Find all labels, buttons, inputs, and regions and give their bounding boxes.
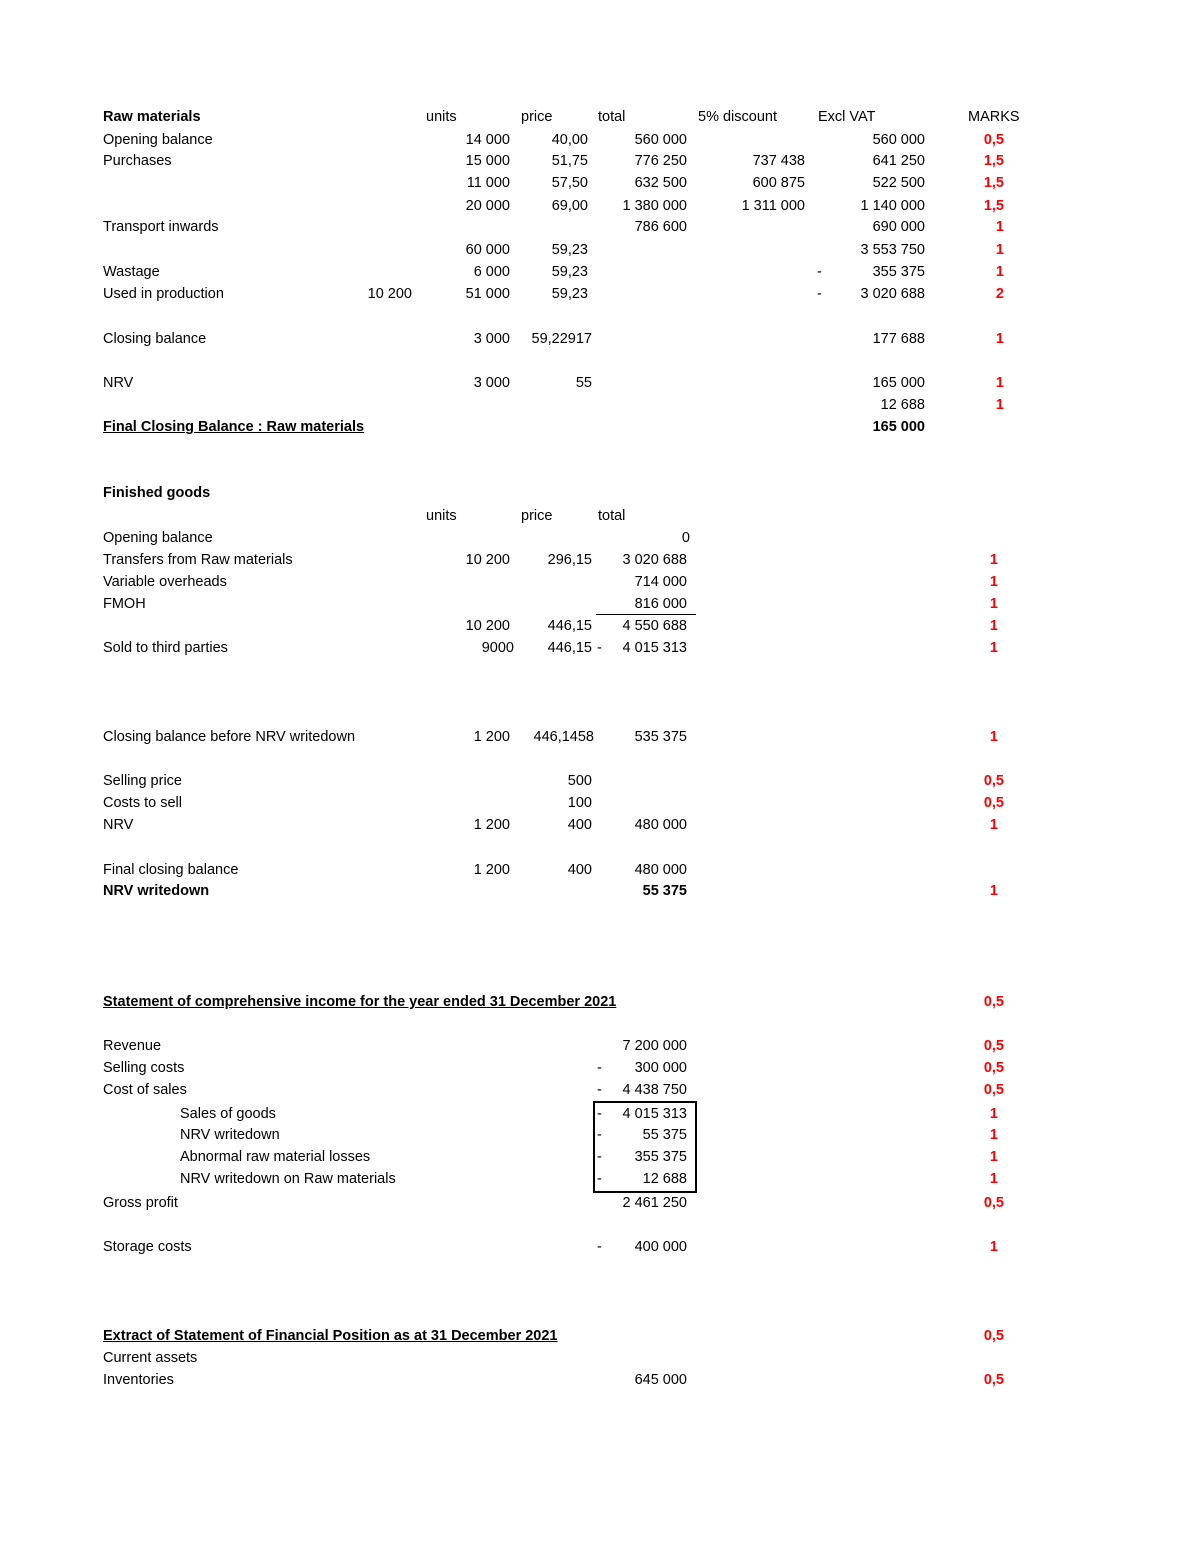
row-label: Revenue <box>103 1038 162 1054</box>
marks-value: 1 <box>989 1127 998 1143</box>
marks-value: 1 <box>989 552 998 568</box>
marks-value: 2 <box>995 286 1004 302</box>
total-value: 4 015 313 <box>622 640 687 656</box>
price-value: 59,23 <box>551 242 588 258</box>
excl-vat-value: 522 500 <box>872 175 925 191</box>
minus-sign: - <box>597 1239 602 1255</box>
nrv-writedown-label: NRV writedown <box>103 883 210 899</box>
marks-value: 0,5 <box>983 773 1004 789</box>
row-label: FMOH <box>103 596 146 612</box>
price-value: 51,75 <box>551 153 588 169</box>
excl-vat-value: 355 375 <box>872 264 925 280</box>
row-label: NRV <box>103 817 134 833</box>
total-value: 632 500 <box>634 175 687 191</box>
units-value: 15 000 <box>465 153 510 169</box>
marks-value: 1 <box>989 1171 998 1187</box>
minus-sign: - <box>597 640 602 656</box>
total-value: 55 375 <box>642 1127 687 1143</box>
units-value: 14 000 <box>465 132 510 148</box>
total-value: 816 000 <box>634 596 687 612</box>
col-header-units: units <box>426 508 457 524</box>
total-value: 480 000 <box>634 862 687 878</box>
subtotal-rule <box>596 614 696 615</box>
marks-value: 0,5 <box>983 795 1004 811</box>
price-value: 400 <box>567 817 592 833</box>
row-label: Closing balance before NRV writedown <box>103 729 356 745</box>
marks-value: 1 <box>995 242 1004 258</box>
row-label: Inventories <box>103 1372 174 1388</box>
excl-vat-value: 12 688 <box>880 397 925 413</box>
row-label: Used in production <box>103 286 224 302</box>
row-label: Abnormal raw material losses <box>180 1149 371 1165</box>
excl-vat-value: 177 688 <box>872 331 925 347</box>
total-value: 7 200 000 <box>622 1038 687 1054</box>
total-value: 300 000 <box>634 1060 687 1076</box>
minus-sign: - <box>817 286 822 302</box>
section-title: Raw materials <box>103 109 201 125</box>
marks-value: 1 <box>989 1106 998 1122</box>
row-label: NRV <box>103 375 134 391</box>
price-value: 59,23 <box>551 264 588 280</box>
extra-units-value: 10 200 <box>367 286 412 302</box>
row-label: Storage costs <box>103 1239 192 1255</box>
row-label: Selling price <box>103 773 182 789</box>
price-value: 446,15 <box>547 618 592 634</box>
marks-value: 1,5 <box>983 198 1004 214</box>
units-value: 1 200 <box>473 817 510 833</box>
units-value: 11 000 <box>466 175 510 191</box>
row-label: Sales of goods <box>180 1106 276 1122</box>
price-value: 59,22917 <box>531 331 592 347</box>
total-value: 714 000 <box>634 574 687 590</box>
final-closing-balance-value: 165 000 <box>872 419 925 435</box>
marks-value: 1 <box>989 596 998 612</box>
marks-value: 0,5 <box>983 1038 1004 1054</box>
section-title: Finished goods <box>103 485 211 501</box>
marks-value: 0,5 <box>983 1082 1004 1098</box>
marks-value: 0,5 <box>983 1328 1004 1344</box>
marks-value: 1 <box>995 331 1004 347</box>
price-value: 57,50 <box>551 175 588 191</box>
col-header-marks: MARKS <box>968 109 1020 125</box>
price-value: 446,15 <box>547 640 592 656</box>
marks-value: 0,5 <box>983 132 1004 148</box>
total-value: 786 600 <box>634 219 687 235</box>
nrv-writedown-value: 55 375 <box>642 883 687 899</box>
marks-value: 1 <box>989 883 998 899</box>
marks-value: 0,5 <box>983 994 1004 1010</box>
discount-value: 600 875 <box>752 175 805 191</box>
minus-sign: - <box>597 1060 602 1076</box>
price-value: 446,1458 <box>533 729 594 745</box>
total-value: 776 250 <box>634 153 687 169</box>
row-label: Closing balance <box>103 331 207 347</box>
marks-value: 0,5 <box>983 1060 1004 1076</box>
marks-value: 1 <box>989 618 998 634</box>
row-label: Costs to sell <box>103 795 182 811</box>
price-value: 100 <box>567 795 592 811</box>
units-value: 60 000 <box>465 242 510 258</box>
row-label: Variable overheads <box>103 574 227 590</box>
price-value: 400 <box>567 862 592 878</box>
total-value: 12 688 <box>642 1171 687 1187</box>
total-value: 535 375 <box>634 729 687 745</box>
marks-value: 1 <box>989 574 998 590</box>
minus-sign: - <box>597 1171 602 1187</box>
total-value: 645 000 <box>634 1372 687 1388</box>
minus-sign: - <box>597 1127 602 1143</box>
marks-value: 1 <box>995 264 1004 280</box>
minus-sign: - <box>597 1106 602 1122</box>
row-label: Transfers from Raw materials <box>103 552 293 568</box>
units-value: 1 200 <box>473 729 510 745</box>
excl-vat-value: 3 553 750 <box>860 242 925 258</box>
row-label: Wastage <box>103 264 160 280</box>
discount-value: 1 311 000 <box>741 198 805 214</box>
units-value: 51 000 <box>465 286 510 302</box>
total-value: 1 380 000 <box>622 198 687 214</box>
units-value: 9000 <box>481 640 514 656</box>
excl-vat-value: 1 140 000 <box>860 198 925 214</box>
marks-value: 1 <box>995 219 1004 235</box>
excl-vat-value: 690 000 <box>872 219 925 235</box>
row-label: Opening balance <box>103 530 213 546</box>
row-label: Selling costs <box>103 1060 185 1076</box>
excl-vat-value: 3 020 688 <box>860 286 925 302</box>
marks-value: 1 <box>989 1149 998 1165</box>
minus-sign: - <box>597 1149 602 1165</box>
final-closing-balance-label: Final Closing Balance : Raw materials <box>103 419 365 435</box>
units-value: 10 200 <box>465 618 510 634</box>
col-header-total: total <box>598 508 626 524</box>
price-value: 296,15 <box>547 552 592 568</box>
statement-title: Extract of Statement of Financial Position as at 31 December 2021 <box>103 1328 558 1344</box>
total-value: 355 375 <box>634 1149 687 1165</box>
marks-value: 1 <box>989 729 998 745</box>
row-label: Cost of sales <box>103 1082 187 1098</box>
excl-vat-value: 165 000 <box>872 375 925 391</box>
units-value: 3 000 <box>473 375 510 391</box>
price-value: 59,23 <box>551 286 588 302</box>
marks-value: 1 <box>995 397 1004 413</box>
marks-value: 1 <box>995 375 1004 391</box>
col-header-excl-vat: Excl VAT <box>818 109 876 125</box>
row-label: Gross profit <box>103 1195 178 1211</box>
excl-vat-value: 560 000 <box>872 132 925 148</box>
col-header-total: total <box>598 109 626 125</box>
statement-title: Statement of comprehensive income for the year ended 31 December 2021 <box>103 994 617 1010</box>
total-value: 4 550 688 <box>622 618 687 634</box>
col-header-price: price <box>521 508 553 524</box>
marks-value: 1,5 <box>983 153 1004 169</box>
col-header-price: price <box>521 109 553 125</box>
row-label: NRV writedown <box>180 1127 280 1143</box>
total-value: 480 000 <box>634 817 687 833</box>
total-value: 560 000 <box>634 132 687 148</box>
col-header-units: units <box>426 109 457 125</box>
row-label: Current assets <box>103 1350 198 1366</box>
price-value: 40,00 <box>551 132 588 148</box>
col-header-discount: 5% discount <box>698 109 777 125</box>
minus-sign: - <box>817 264 822 280</box>
units-value: 10 200 <box>465 552 510 568</box>
row-label: Sold to third parties <box>103 640 228 656</box>
total-value: 2 461 250 <box>622 1195 687 1211</box>
row-label: Purchases <box>103 153 172 169</box>
price-value: 55 <box>575 375 592 391</box>
total-value: 3 020 688 <box>622 552 687 568</box>
units-value: 20 000 <box>465 198 510 214</box>
excl-vat-value: 641 250 <box>872 153 925 169</box>
marks-value: 0,5 <box>983 1195 1004 1211</box>
row-label: Final closing balance <box>103 862 239 878</box>
marks-value: 0,5 <box>983 1372 1004 1388</box>
minus-sign: - <box>597 1082 602 1098</box>
marks-value: 1 <box>989 1239 998 1255</box>
total-value: 0 <box>681 530 690 546</box>
total-value: 4 438 750 <box>622 1082 687 1098</box>
marks-value: 1 <box>989 640 998 656</box>
marks-value: 1,5 <box>983 175 1004 191</box>
units-value: 1 200 <box>473 862 510 878</box>
row-label: Opening balance <box>103 132 213 148</box>
units-value: 6 000 <box>473 264 510 280</box>
marks-value: 1 <box>989 817 998 833</box>
total-value: 4 015 313 <box>622 1106 687 1122</box>
price-value: 69,00 <box>551 198 588 214</box>
total-value: 400 000 <box>634 1239 687 1255</box>
row-label: Transport inwards <box>103 219 219 235</box>
units-value: 3 000 <box>473 331 510 347</box>
row-label: NRV writedown on Raw materials <box>180 1171 396 1187</box>
discount-value: 737 438 <box>752 153 805 169</box>
price-value: 500 <box>567 773 592 789</box>
